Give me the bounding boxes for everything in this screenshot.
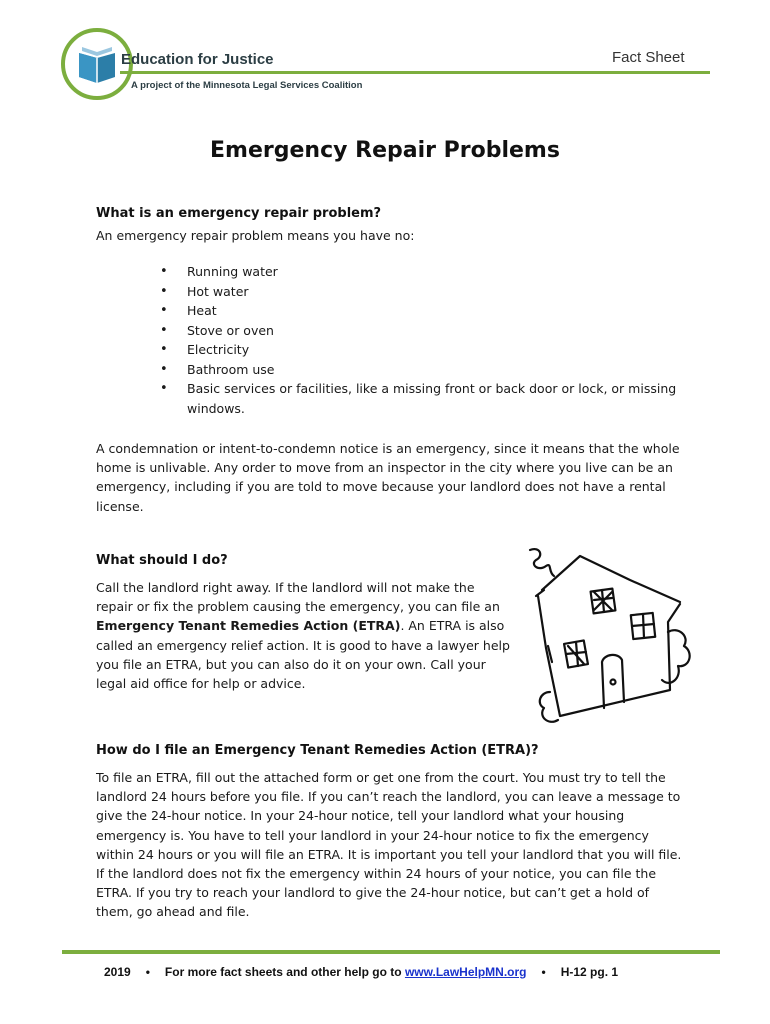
header-divider — [120, 71, 710, 74]
list-item: • Heat — [160, 301, 680, 321]
footer-text: For more fact sheets and other help go to — [164, 965, 405, 979]
section2-text-before: Call the landlord right away. If the landlord will not make the repair or fix the problem causing the emergency, you can file an — [96, 580, 500, 615]
section1-intro: An emergency repair problem means you have no: — [96, 228, 415, 243]
house-sketch-icon — [522, 542, 694, 732]
list-item: • Bathroom use — [160, 360, 680, 380]
list-item: • Stove or oven — [160, 321, 680, 341]
list-item: • Basic services or facilities, like a missing front or back door or lock, or missing windows. — [160, 379, 680, 418]
footer-year: 2019 — [104, 965, 131, 979]
list-item: • Hot water — [160, 282, 680, 302]
org-subtitle: A project of the Minnesota Legal Services Coalition — [131, 80, 363, 91]
section2-text-after: . An ETRA is also called an emergency relief action. It is good to have a lawyer help you file an ETRA, but you can also do it on your own. Call your legal aid office for help or advice. — [96, 618, 510, 692]
footer-page-number: H-12 pg. 1 — [560, 965, 619, 979]
page-title: Emergency Repair Problems — [210, 138, 560, 163]
section1-heading: What is an emergency repair problem? — [96, 206, 382, 221]
section3-heading: How do I file an Emergency Tenant Remedies Action (ETRA)? — [96, 743, 539, 758]
list-item: • Running water — [160, 262, 680, 282]
section2-heading: What should I do? — [96, 553, 228, 568]
lawhelpmn-link[interactable]: www.LawHelpMN.org — [404, 965, 527, 979]
condemnation-paragraph: A condemnation or intent-to-condemn notice is an emergency, since it means that the whole home is unlivable. Any order to move from an inspector in the city where you live can be an emergency, including if you are told to move because your landlord does not have a rental license. — [96, 441, 680, 514]
header — [0, 0, 770, 100]
footer-bullet: • — [541, 965, 546, 979]
footer-divider — [62, 950, 720, 954]
doc-type-label: Fact Sheet — [612, 49, 685, 66]
org-name: Education for Justice — [121, 51, 274, 68]
footer — [104, 965, 618, 979]
list-item: • Electricity — [160, 340, 680, 360]
emergency-list — [160, 262, 680, 418]
section3-paragraph: To file an ETRA, fill out the attached form or get one from the court. You must try to tell the landlord 24 hours before you file. If you can’t reach the landlord, you can leave a message to give the 24-hour notice. In your 24-hour notice, tell your landlord what your housing emergency is. You have to tell your landlord in your 24-hour notice to fix the emergency within 24 hours or you will file an ETRA. It is important you tell your landlord that you will file. If the landlord does not fix the emergency within 24 hours of your notice, you can file the ETRA. If you try to reach your landlord to give the 24-hour notice, but can’t get a hold of them, go ahead and file. — [96, 770, 682, 920]
etra-term: Emergency Tenant Remedies Action (ETRA) — [96, 618, 401, 634]
footer-bullet: • — [145, 965, 150, 979]
section2-paragraph — [96, 578, 514, 693]
